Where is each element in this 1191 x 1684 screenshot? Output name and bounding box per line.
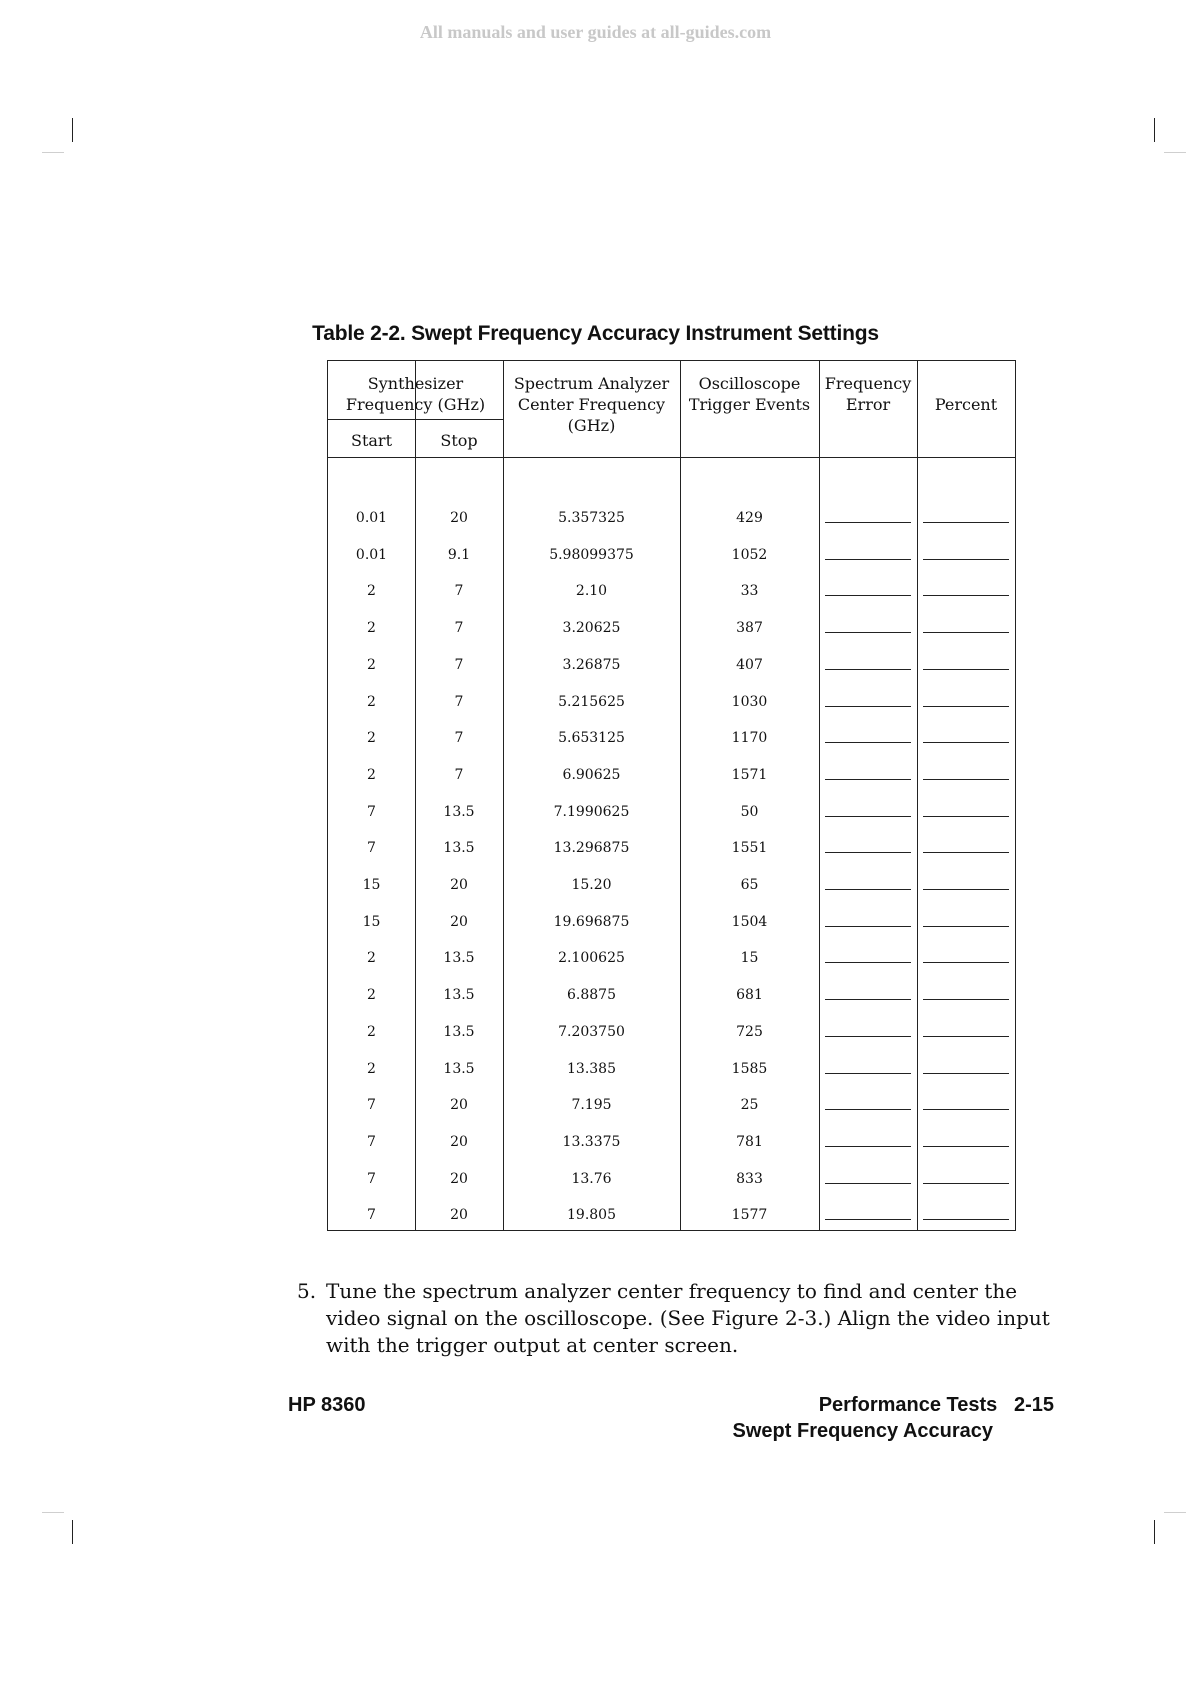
frequency-error-blank[interactable]: [825, 669, 911, 670]
step-text: Tune the spectrum analyzer center frequency to find and center the video signal on the oscilloscope. (See Figure 2-3.) Align the video input with the trigger output at center screen.: [326, 1279, 1050, 1357]
percent-blank[interactable]: [923, 852, 1009, 853]
header-spectrum-analyzer: [503, 373, 680, 436]
cell-stop: 20: [450, 1207, 468, 1224]
percent-blank[interactable]: [923, 632, 1009, 633]
cell-center: 15.20: [571, 877, 612, 893]
cell-events: 1504: [731, 913, 768, 930]
cell-events: 1170: [731, 730, 768, 747]
cell-center: 5.98099375: [549, 546, 634, 563]
percent-blank[interactable]: [923, 962, 1009, 963]
cell-events: 15: [740, 950, 759, 967]
header-rule: [328, 457, 1015, 458]
cell-events: 725: [736, 1023, 763, 1040]
cell-stop: 7: [454, 730, 464, 747]
cell-center: 2.10: [575, 583, 608, 600]
frequency-error-blank[interactable]: [825, 742, 911, 743]
cell-stop: 13.5: [443, 803, 475, 820]
cell-stop: 20: [450, 510, 468, 526]
frequency-error-blank[interactable]: [825, 852, 911, 853]
cell-start: 2: [367, 583, 376, 600]
cell-stop: 20: [450, 1097, 468, 1114]
cell-center: 19.696875: [553, 913, 630, 930]
crop-mark: [1164, 1512, 1186, 1513]
cell-start: 7: [367, 1133, 376, 1150]
frequency-error-blank[interactable]: [825, 889, 911, 890]
cell-events: 33: [740, 583, 759, 600]
frequency-error-blank[interactable]: [825, 1183, 911, 1184]
frequency-error-blank[interactable]: [825, 706, 911, 707]
cell-events: 1585: [731, 1060, 768, 1077]
cell-center: 13.3375: [562, 1133, 621, 1150]
crop-mark: [1164, 152, 1186, 153]
table-row: [328, 1169, 1017, 1189]
cell-events: 833: [736, 1170, 763, 1187]
table-row: [328, 1059, 1017, 1079]
cell-start: 7: [367, 1170, 376, 1187]
header-start: Start: [350, 431, 392, 450]
footer-section: Performance Tests 2-15: [818, 1394, 1054, 1416]
crop-mark: [72, 118, 73, 142]
frequency-error-blank[interactable]: [825, 962, 911, 963]
table-row: [328, 985, 1017, 1005]
cell-start: 2: [367, 1023, 376, 1040]
cell-stop: 7: [454, 693, 464, 710]
cell-events: 50: [740, 803, 759, 820]
percent-blank[interactable]: [923, 1036, 1009, 1037]
cell-events: 65: [740, 877, 759, 893]
cell-start: 2: [367, 656, 376, 673]
table-row: [328, 912, 1017, 932]
cell-stop: 13.5: [443, 840, 475, 857]
table-row: [328, 581, 1017, 601]
percent-blank[interactable]: [923, 779, 1009, 780]
table-row: [328, 838, 1017, 858]
cell-events: 407: [736, 656, 763, 673]
cell-events: 387: [736, 620, 763, 637]
cell-stop: 7: [454, 656, 464, 673]
header-stop: Stop: [440, 431, 478, 450]
frequency-error-blank[interactable]: [825, 999, 911, 1000]
crop-mark: [42, 152, 64, 153]
cell-stop: 20: [450, 1170, 468, 1187]
frequency-error-blank[interactable]: [825, 632, 911, 633]
table-row: [328, 618, 1017, 638]
frequency-error-blank[interactable]: [825, 1036, 911, 1037]
frequency-error-blank[interactable]: [825, 559, 911, 560]
cell-center: 19.805: [567, 1207, 616, 1224]
header-synthesizer: [328, 373, 503, 415]
cell-start: 15: [362, 877, 381, 893]
frequency-error-blank[interactable]: [825, 595, 911, 596]
cell-start: 2: [367, 730, 376, 747]
cell-center: 13.385: [567, 1060, 616, 1077]
cell-start: 2: [367, 987, 376, 1004]
cell-events: 1577: [731, 1207, 768, 1224]
cell-start: 2: [367, 693, 376, 710]
table-row: [328, 545, 1017, 565]
header-synthesizer-line2: Frequency (GHz): [345, 395, 486, 414]
header-osc-line1: Oscilloscope: [698, 374, 801, 393]
cell-center: 13.76: [571, 1170, 612, 1187]
cell-events: 429: [736, 510, 763, 526]
cell-events: 781: [736, 1133, 763, 1150]
cell-start: 0.01: [355, 510, 388, 526]
cell-start: 15: [362, 913, 381, 930]
percent-blank[interactable]: [923, 669, 1009, 670]
frequency-error-blank[interactable]: [825, 779, 911, 780]
cell-center: 13.296875: [553, 840, 630, 857]
settings-table: [327, 360, 1016, 1231]
cell-stop: 13.5: [443, 987, 475, 1004]
percent-blank[interactable]: [923, 1109, 1009, 1110]
cell-stop: 7: [454, 620, 464, 637]
percent-blank[interactable]: [923, 595, 1009, 596]
cell-start: 2: [367, 950, 376, 967]
cell-events: 25: [740, 1097, 759, 1114]
cell-stop: 13.5: [443, 1060, 475, 1077]
frequency-error-blank[interactable]: [825, 816, 911, 817]
crop-mark: [1154, 118, 1155, 142]
header-sa-line2: Center Frequency: [517, 395, 666, 414]
header-percent: Percent: [934, 395, 998, 414]
percent-blank[interactable]: [923, 816, 1009, 817]
percent-blank[interactable]: [923, 559, 1009, 560]
header-fe-line2: Error: [845, 395, 891, 414]
table-row: [328, 508, 1017, 528]
cell-events: 1030: [731, 693, 768, 710]
cell-stop: 9.1: [447, 546, 471, 563]
percent-blank[interactable]: [923, 522, 1009, 523]
cell-center: 5.215625: [558, 693, 625, 710]
table-row: [328, 1095, 1017, 1115]
cell-stop: 13.5: [443, 1023, 475, 1040]
cell-events: 681: [736, 987, 763, 1004]
cell-start: 7: [367, 1097, 376, 1114]
percent-blank[interactable]: [923, 926, 1009, 927]
percent-blank[interactable]: [923, 999, 1009, 1000]
cell-center: 3.26875: [562, 656, 621, 673]
frequency-error-blank[interactable]: [825, 1073, 911, 1074]
crop-mark: [1154, 1520, 1155, 1544]
cell-start: 2: [367, 620, 376, 637]
table-row: [328, 1022, 1017, 1042]
cell-stop: 7: [454, 766, 464, 783]
cell-center: 3.20625: [562, 620, 621, 637]
crop-mark: [72, 1520, 73, 1544]
table-row: [328, 728, 1017, 748]
footer-subsection: Swept Frequency Accuracy: [732, 1420, 993, 1442]
cell-start: 2: [367, 766, 376, 783]
cell-center: 6.8875: [567, 987, 616, 1004]
cell-center: 7.195: [571, 1097, 612, 1114]
frequency-error-blank[interactable]: [825, 926, 911, 927]
table-row: [328, 1132, 1017, 1152]
header-sa-line1: Spectrum Analyzer: [513, 374, 670, 393]
table-title: Table 2-2. Swept Frequency Accuracy Instrument Settings: [312, 322, 879, 345]
crop-mark: [42, 1512, 64, 1513]
cell-center: 2.100625: [558, 950, 625, 967]
percent-blank[interactable]: [923, 1219, 1009, 1220]
cell-stop: 20: [450, 1133, 468, 1150]
cell-start: 7: [367, 1207, 376, 1224]
cell-events: 1551: [731, 840, 768, 857]
watermark: All manuals and user guides at all-guides.com: [419, 22, 772, 42]
table-row: [328, 875, 1017, 895]
step-number: 5.: [297, 1279, 317, 1303]
table-row: [328, 1205, 1017, 1225]
percent-blank[interactable]: [923, 1146, 1009, 1147]
frequency-error-blank[interactable]: [825, 1109, 911, 1110]
footer-model: HP 8360: [288, 1394, 366, 1416]
frequency-error-blank[interactable]: [825, 1219, 911, 1220]
cell-stop: 13.5: [443, 950, 475, 967]
header-fe-line1: Frequency: [824, 374, 912, 393]
frequency-error-blank[interactable]: [825, 1146, 911, 1147]
cell-start: 2: [367, 1060, 376, 1077]
cell-stop: 20: [450, 877, 468, 893]
cell-center: 7.203750: [558, 1023, 625, 1040]
cell-stop: 20: [450, 913, 468, 930]
cell-events: 1571: [731, 766, 768, 783]
percent-blank[interactable]: [923, 742, 1009, 743]
table-row: [328, 765, 1017, 785]
header-subdivider: [328, 419, 503, 420]
frequency-error-blank[interactable]: [825, 522, 911, 523]
percent-blank[interactable]: [923, 889, 1009, 890]
percent-blank[interactable]: [923, 1073, 1009, 1074]
table-row: [328, 948, 1017, 968]
table-row: [328, 802, 1017, 822]
cell-events: 1052: [731, 546, 768, 563]
cell-stop: 7: [454, 583, 464, 600]
header-sa-line3: (GHz): [567, 416, 616, 435]
table-row: [328, 692, 1017, 712]
cell-center: 7.1990625: [553, 803, 630, 820]
cell-center: 6.90625: [562, 766, 621, 783]
percent-blank[interactable]: [923, 706, 1009, 707]
cell-center: 5.357325: [558, 510, 625, 526]
cell-start: 7: [367, 840, 376, 857]
cell-start: 0.01: [355, 546, 388, 563]
header-synthesizer-line1: Synthesizer: [367, 374, 464, 393]
header-osc-line2: Trigger Events: [688, 395, 811, 414]
header-frequency-error: [819, 373, 917, 415]
cell-center: 5.653125: [558, 730, 625, 747]
table-row: [328, 655, 1017, 675]
percent-blank[interactable]: [923, 1183, 1009, 1184]
cell-start: 7: [367, 803, 376, 820]
header-oscilloscope: [680, 373, 819, 415]
